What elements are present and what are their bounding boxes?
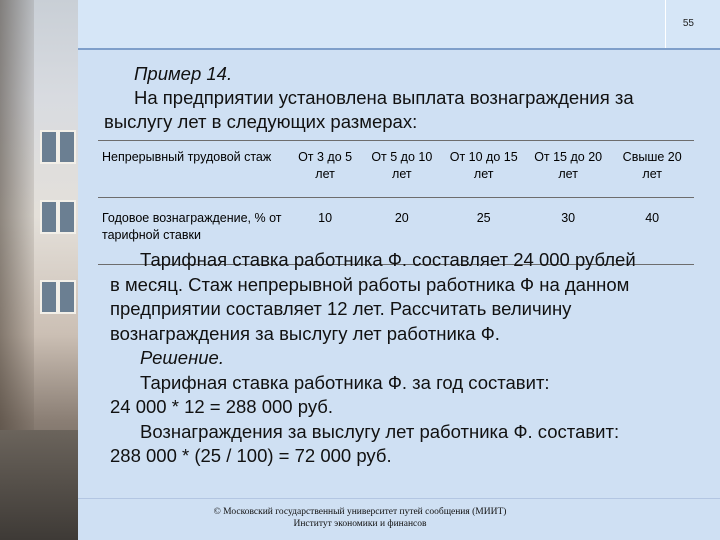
- calculation-line: 24 000 * 12 = 288 000 руб.: [110, 396, 334, 417]
- header-vertical-divider: [665, 0, 666, 48]
- footer: [175, 506, 545, 530]
- window-shape: [40, 130, 58, 164]
- row-label-experience: Непрерывный трудовой стаж: [98, 141, 288, 198]
- body-line: предприятии составляет 12 лет. Рассчитать величину: [110, 298, 572, 319]
- table-cell: 10: [288, 198, 362, 265]
- window-shape: [58, 280, 76, 314]
- problem-body: [110, 248, 700, 469]
- table-cell: 20: [362, 198, 441, 265]
- example-title: Пример 14.: [134, 63, 233, 84]
- body-line: Вознаграждения за выслугу лет работника Ф. составит:: [140, 420, 620, 442]
- page-number: 55: [682, 18, 694, 29]
- table-cell: 40: [610, 198, 694, 265]
- body-line: вознаграждения за выслугу лет работника Ф.: [110, 322, 500, 344]
- header-divider: [78, 48, 720, 50]
- column-header: Свыше 20 лет: [610, 141, 694, 198]
- window-shape: [58, 200, 76, 234]
- column-header: От 10 до 15 лет: [441, 141, 525, 198]
- slide-header-bar: [78, 0, 720, 48]
- body-line: в месяц. Стаж непрерывной работы работника Ф на данном: [110, 273, 630, 295]
- table-cell: 25: [441, 198, 525, 265]
- calculation-line: 288 000 * (25 / 100) = 72 000 руб.: [110, 445, 392, 466]
- column-header: От 5 до 10 лет: [362, 141, 441, 198]
- column-header: От 3 до 5 лет: [288, 141, 362, 198]
- solution-heading: Решение.: [140, 347, 224, 368]
- row-label-bonus: Годовое вознаграждение, % от тарифной ставки: [98, 198, 288, 265]
- body-line: Тарифная ставка работника Ф. за год составит:: [140, 371, 550, 393]
- intro-line: На предприятии установлена выплата вознаграждения за: [134, 87, 634, 108]
- table-row-experience: [98, 141, 694, 198]
- building-photo: [0, 0, 78, 540]
- intro-line: выслугу лет в следующих размерах:: [104, 111, 418, 132]
- window-shape: [40, 280, 58, 314]
- example-intro: [104, 62, 694, 134]
- body-line: Тарифная ставка работника Ф. составляет 24 000 рублей: [140, 249, 636, 270]
- window-shape: [40, 200, 58, 234]
- column-header: От 15 до 20 лет: [526, 141, 610, 198]
- table-cell: 30: [526, 198, 610, 265]
- street-ground: [0, 430, 78, 540]
- footer-divider: [78, 498, 720, 499]
- footer-copyright: © Московский государственный университет путей сообщения (МИИТ): [213, 507, 507, 517]
- bonus-table: [98, 140, 694, 265]
- window-shape: [58, 130, 76, 164]
- footer-institute: Институт экономики и финансов: [293, 519, 427, 529]
